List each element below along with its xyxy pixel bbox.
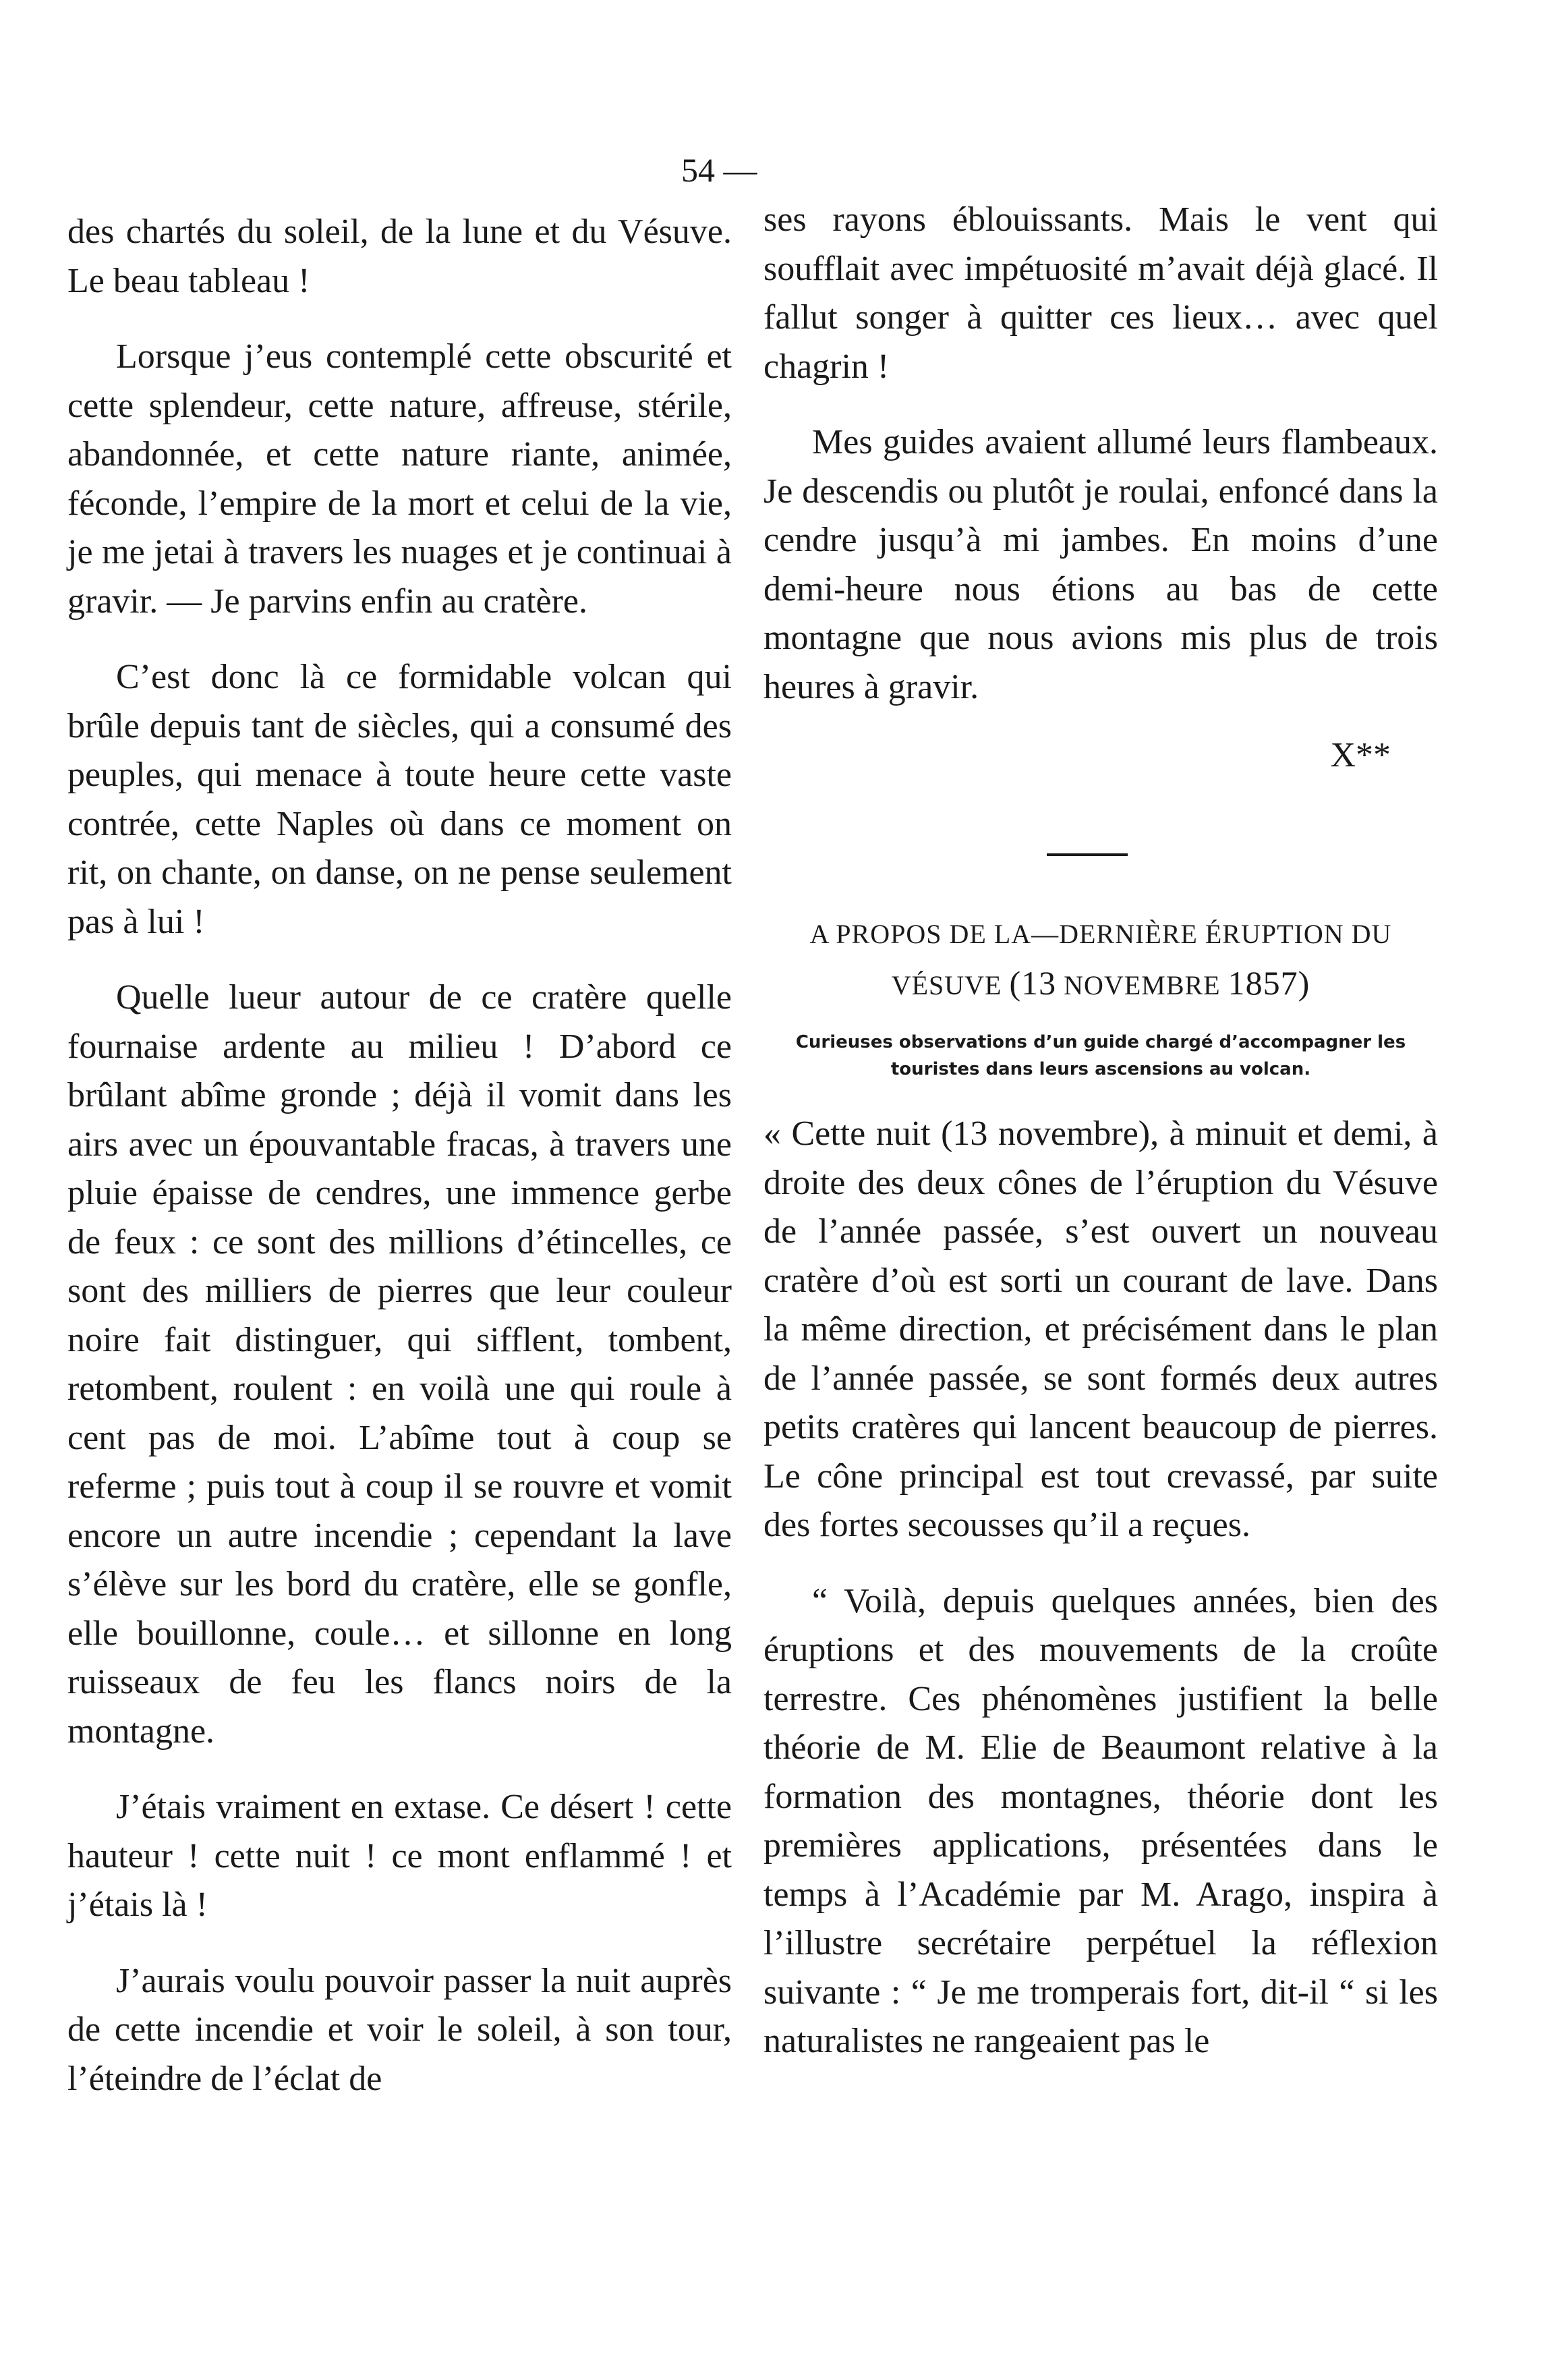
left-column — [67, 208, 732, 2130]
right-column — [763, 196, 1438, 2093]
page-number: 54 — — [681, 151, 757, 189]
article-title-line-2 — [763, 959, 1438, 1010]
paragraph: ses rayons éblouissants. Mais le vent qui soufflait avec impétuosité m’avait déjà glacé. Il fallut songer à quitter ces lieux… avec quel chagrin ! — [763, 200, 1438, 386]
title-word: 1857) — [1228, 964, 1310, 1002]
title-word: NOVEMBRE — [1064, 970, 1221, 1000]
article-title — [763, 910, 1438, 1010]
paragraph: « Cette nuit (13 novembre), à minuit et demi, à droite des deux cônes de l’éruption du Vésuve de l’année passée, s’est ouvert un nouveau cratère d’où est sorti un courant de lave. Dans la même direction, et précisément dans le plan de l’année passée, se sont formés deux autres petits cratères qui lancent beaucoup de pierres. Le cône principal est tout crevassé, par suite des fortes secousses qu’il a reçues. — [763, 1114, 1438, 1544]
author-signature: X** — [1330, 736, 1391, 774]
paragraph: Lorsque j’eus contemplé cette obscurité et cette splendeur, cette nature, affreuse, stérile, abandonnée, et cette nature riante, animée, féconde, l’empire de la mort et celui de la vie, je me jetai à travers les nuages et je continuai à gravir. — Je parvins enfin au cratère. — [67, 337, 732, 621]
paragraph: Quelle lueur autour de ce cratère quelle fournaise ardente au milieu ! D’abord ce brûlant abîme gronde ; déjà il vomit dans les airs avec un épouvantable fracas, à travers une pluie épaisse de cendres, une immence gerbe de feux : ce sont des millions d’étincelles, ce sont des milliers de pierres que leur couleur noire fait distinguer, qui sifflent, tombent, retombent, roulent : en voilà une qui roule à cent pas de moi. L’abîme tout à coup se referme ; puis tout à coup il se rouvre et vomit encore un autre incendie ; cependant la lave s’élève sur les bord du cratère, elle se gonfle, elle bouillonne, coule… et sillonne en long ruisseaux de feu les flancs noirs de la montagne. — [67, 978, 732, 1751]
paragraph: Mes guides avaient allumé leurs flambeaux. Je descendis ou plutôt je roulai, enfoncé dans la cendre jusqu’à mi jambes. En moins d’une demi-heure nous étions au bas de cette montagne que nous avions mis plus de trois heures à gravir. — [763, 423, 1438, 706]
article-subtitle: Curieuses observations d’un guide chargé d’accompagner les touristes dans leurs ascensions au volcan. — [795, 1032, 1406, 1079]
section-divider — [1047, 853, 1128, 856]
title-word: (13 — [1009, 964, 1057, 1002]
title-word: VÉSUVE — [891, 970, 1002, 1000]
paragraph: des chartés du soleil, de la lune et du Vésuve. Le beau tableau ! — [67, 213, 732, 300]
article-title-line-1: A PROPOS DE LA—DERNIÈRE ÉRUPTION DU — [809, 919, 1392, 949]
paragraph: J’étais vraiment en extase. Ce désert ! cette hauteur ! cette nuit ! ce mont enflammé ! et j’étais là ! — [67, 1788, 732, 1924]
paragraph: “ Voilà, depuis quelques années, bien des éruptions et des mouvements de la croûte terrestre. Ces phénomènes justifient la belle théorie de M. Elie de Beaumont relative à la formation des montagnes, théorie dont les premières applications, présentées dans le temps à l’Académie par M. Arago, inspira à l’illustre secrétaire perpétuel la réflexion suivante : “ Je me tromperais fort, dit-il “ si les naturalistes ne rangeaient pas le — [763, 1581, 1438, 2060]
paragraph: J’aurais voulu pouvoir passer la nuit auprès de cette incendie et voir le soleil, à son tour, l’éteindre de l’éclat de — [67, 1961, 732, 2098]
paragraph: C’est donc là ce formidable volcan qui brûle depuis tant de siècles, qui a consumé des peuples, qui menace à toute heure cette vaste contrée, cette Naples où dans ce moment on rit, on chante, on danse, on ne pense seulement pas à lui ! — [67, 658, 732, 941]
